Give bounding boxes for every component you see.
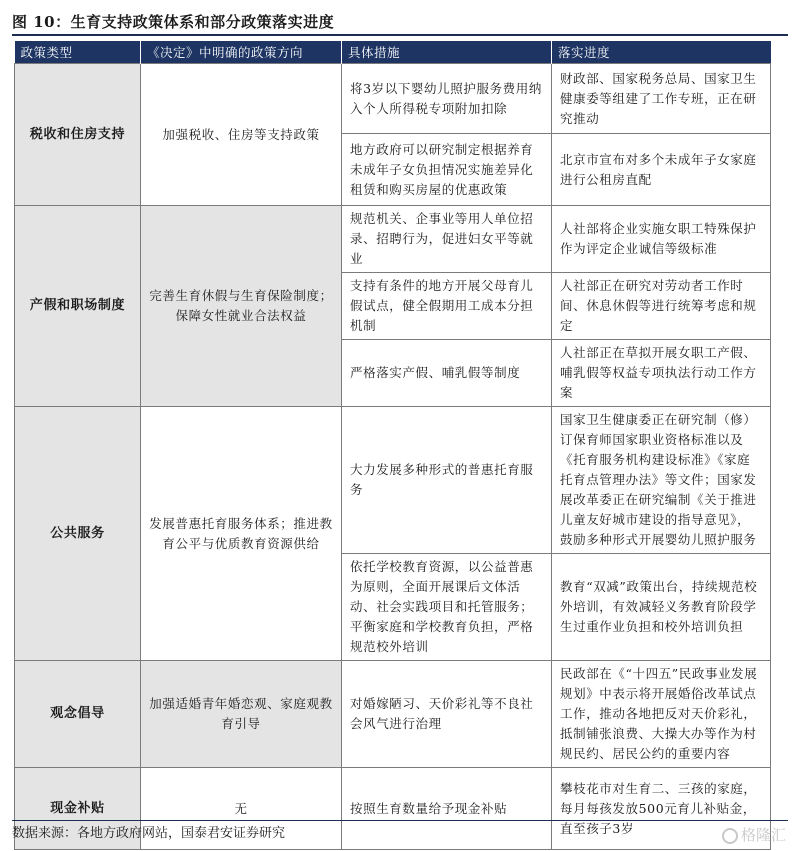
table-row [15,206,771,273]
policy-direction-cell: 无 [141,768,342,850]
measure-cell: 按照生育数量给予现金补贴 [342,768,552,850]
policy-type-cell: 观念倡导 [15,661,141,768]
measure-cell: 规范机关、企事业等用人单位招录、招聘行为，促进妇女平等就业 [342,206,552,273]
source-note: 数据来源：各地方政府网站，国泰君安证券研究 [12,820,788,844]
policy-direction-cell: 完善生育休假与生育保险制度；保障女性就业合法权益 [141,206,342,407]
measure-cell: 对婚嫁陋习、天价彩礼等不良社会风气进行治理 [342,661,552,768]
measure-cell: 大力发展多种形式的普惠托育服务 [342,407,552,554]
policy-type-cell: 现金补贴 [15,768,141,850]
progress-cell: 教育“双减”政策出台，持续规范校外培训，有效减轻义务教育阶段学生过重作业负担和校外培训负担 [552,554,771,661]
progress-cell: 人社部正在草拟开展女职工产假、哺乳假等权益专项执法行动工作方案 [552,340,771,407]
policy-direction-cell: 加强适婚青年婚恋观、家庭观教育引导 [141,661,342,768]
policy-table [14,41,771,850]
progress-cell: 攀枝花市对生育二、三孩的家庭，每月每孩发放500元育儿补贴金，直至孩子3岁 [552,768,771,850]
progress-cell: 人社部正在研究对劳动者工作时间、休息休假等进行统筹考虑和规定 [552,273,771,340]
table-row [15,661,771,768]
measure-cell: 地方政府可以研究制定根据养育未成年子女负担情况实施差异化租赁和购买房屋的优惠政策 [342,134,552,206]
table-header-row [15,41,771,64]
header-measures: 具体措施 [342,41,552,64]
progress-cell: 民政部在《“十四五”民政事业发展规划》中表示将开展婚俗改革试点工作，推动各地把反对天价彩礼，抵制铺张浪费、大操大办等作为村规民约、居民公约的重要内容 [552,661,771,768]
table-row [15,407,771,554]
policy-type-cell: 公共服务 [15,407,141,661]
header-policy-direction: 《决定》中明确的政策方向 [141,41,342,64]
measure-cell: 依托学校教育资源，以公益普惠为原则，全面开展课后文体活动、社会实践项目和托管服务；平衡家庭和学校教育负担，严格规范校外培训 [342,554,552,661]
policy-direction-cell: 加强税收、住房等支持政策 [141,64,342,206]
measure-cell: 支持有条件的地方开展父母育儿假试点，健全假期用工成本分担机制 [342,273,552,340]
measure-cell: 将3岁以下婴幼儿照护服务费用纳入个人所得税专项附加扣除 [342,64,552,134]
policy-type-cell: 产假和职场制度 [15,206,141,407]
header-progress: 落实进度 [552,41,771,64]
progress-cell: 国家卫生健康委正在研究制（修）订保育师国家职业资格标准以及《托育服务机构建设标准》《家庭托育点管理办法》等文件；国家发展改革委正在研究编制《关于推进儿童友好城市建设的指导意见》，鼓励多种形式开展婴幼儿照护服务 [552,407,771,554]
table-row [15,64,771,134]
progress-cell: 北京市宣布对多个未成年子女家庭进行公租房直配 [552,134,771,206]
watermark-logo-icon [722,828,738,844]
watermark [722,824,786,845]
progress-cell: 财政部、国家税务总局、国家卫生健康委等组建了工作专班，正在研究推动 [552,64,771,134]
policy-type-cell: 税收和住房支持 [15,64,141,206]
progress-cell: 人社部将企业实施女职工特殊保护作为评定企业诚信等级标准 [552,206,771,273]
figure-title: 图 10：生育支持政策体系和部分政策落实进度 [12,8,788,36]
policy-direction-cell: 发展普惠托育服务体系；推进教育公平与优质教育资源供给 [141,407,342,661]
watermark-text: 格隆汇 [740,826,786,844]
measure-cell: 严格落实产假、哺乳假等制度 [342,340,552,407]
header-policy-type: 政策类型 [15,41,141,64]
